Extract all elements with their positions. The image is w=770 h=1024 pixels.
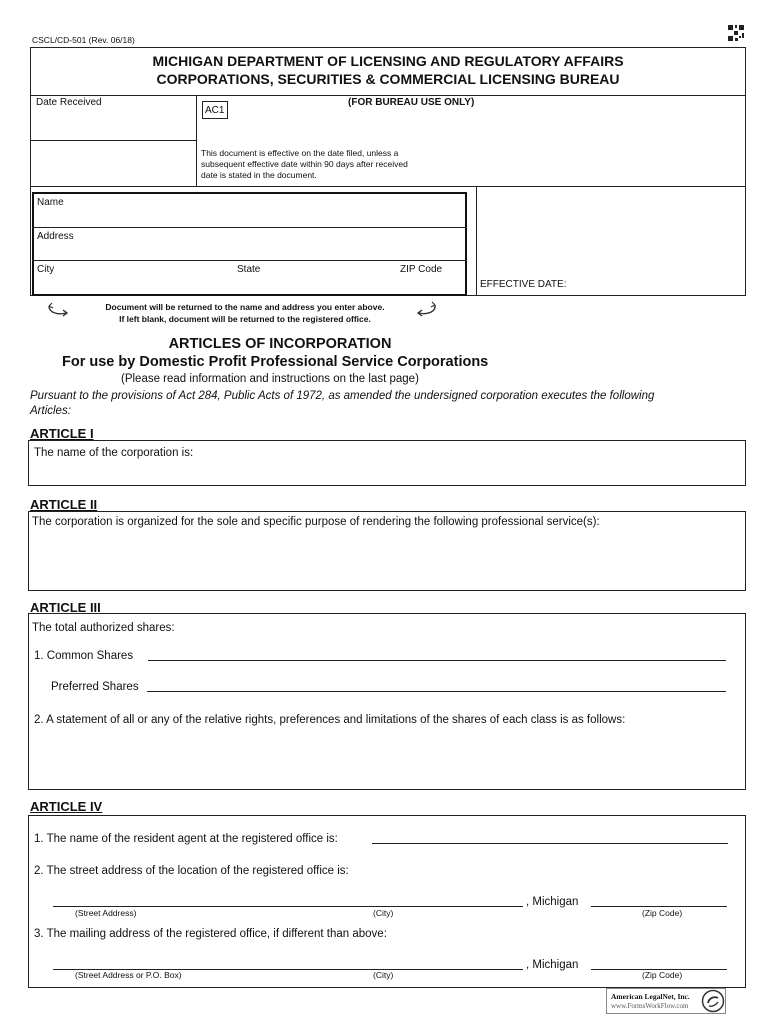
resident-agent-label: 1. The name of the resident agent at the registered office is: xyxy=(34,833,338,845)
registered-zip-input[interactable] xyxy=(591,906,727,907)
name-line xyxy=(32,227,467,228)
articles-title: ARTICLES OF INCORPORATION xyxy=(168,336,392,352)
return-address-divider xyxy=(476,186,477,296)
name-label: Name xyxy=(37,197,64,208)
mailing-address-label: 3. The mailing address of the registered office, if different than above: xyxy=(34,928,387,940)
form-code: CSCL/CD-501 (Rev. 06/18) xyxy=(32,35,135,45)
article-3-text: The total authorized shares: xyxy=(32,622,175,634)
article-3-box xyxy=(28,613,746,790)
city-caption-2: (City) xyxy=(373,970,394,980)
city-caption: (City) xyxy=(373,908,394,918)
effective-note-1: This document is effective on the date filed, unless a xyxy=(201,148,399,158)
pursuant-text-1: Pursuant to the provisions of Act 284, Public Acts of 1972, as amended the undersigned corporation executes the following xyxy=(30,390,655,402)
date-received-box-2[interactable] xyxy=(30,140,197,187)
city-label: City xyxy=(37,264,55,275)
bureau-use-label: (FOR BUREAU USE ONLY) xyxy=(348,97,475,108)
footer-url: www.FormsWorkFlow.com xyxy=(611,1002,689,1010)
address-line xyxy=(32,260,467,261)
common-shares-input[interactable] xyxy=(148,660,726,661)
state-label: State xyxy=(237,264,261,275)
article-1-title: ARTICLE I xyxy=(30,426,94,441)
michigan-label: , Michigan xyxy=(526,896,579,908)
common-shares-label: 1. Common Shares xyxy=(34,650,134,662)
resident-agent-input[interactable] xyxy=(372,843,728,844)
michigan-label-2: , Michigan xyxy=(526,959,579,971)
zip-caption: (Zip Code) xyxy=(642,908,683,918)
article-3-title: ARTICLE III xyxy=(30,600,101,615)
return-arrow-left-icon xyxy=(46,301,70,319)
share-statement-text: 2. A statement of all or any of the relative rights, preferences and limitations of the shares of each class is as follows: xyxy=(34,714,626,726)
registered-office-street-label: 2. The street address of the location of the registered office is: xyxy=(34,865,349,877)
footer-logo-icon xyxy=(701,989,725,1013)
effective-date-label: EFFECTIVE DATE: xyxy=(480,279,567,290)
name-input[interactable] xyxy=(80,196,460,224)
return-note-1: Document will be returned to the name and address you enter above. xyxy=(105,302,385,312)
return-note-2: If left blank, document will be returned to the registered office. xyxy=(119,314,371,324)
date-received-label: Date Received xyxy=(36,97,102,108)
ac-code: AC1 xyxy=(205,105,225,116)
registered-street-input[interactable] xyxy=(53,906,523,907)
article-2-text: The corporation is organized for the sole and specific purpose of rendering the following professional service(s): xyxy=(32,516,600,528)
header-line2: CORPORATIONS, SECURITIES & COMMERCIAL LICENSING BUREAU xyxy=(156,71,620,87)
street-address-caption: (Street Address) xyxy=(75,908,137,918)
article-4-title: ARTICLE IV xyxy=(30,799,103,814)
effective-note-2: subsequent effective date within 90 days after received xyxy=(201,159,408,169)
preferred-shares-label: Preferred Shares xyxy=(51,681,139,693)
header-line1: MICHIGAN DEPARTMENT OF LICENSING AND REGULATORY AFFAIRS xyxy=(152,53,624,69)
zip-label: ZIP Code xyxy=(400,264,443,275)
return-arrow-right-icon xyxy=(415,301,439,319)
barcode-icon xyxy=(727,24,745,42)
address-label: Address xyxy=(37,231,74,242)
instructions-note: (Please read information and instructions on the last page) xyxy=(121,373,419,385)
articles-subtitle: For use by Domestic Profit Professional Service Corporations xyxy=(62,354,489,370)
article-2-title: ARTICLE II xyxy=(30,497,98,512)
zip-caption-2: (Zip Code) xyxy=(642,970,683,980)
pursuant-text-2: Articles: xyxy=(30,405,71,417)
article-1-text: The name of the corporation is: xyxy=(34,447,194,459)
street-po-caption: (Street Address or P.O. Box) xyxy=(75,970,182,980)
effective-note-3: date is stated in the document. xyxy=(201,170,317,180)
footer-company: American LegalNet, Inc. xyxy=(611,992,690,1001)
address-input[interactable] xyxy=(80,230,460,258)
preferred-shares-input[interactable] xyxy=(147,691,726,692)
